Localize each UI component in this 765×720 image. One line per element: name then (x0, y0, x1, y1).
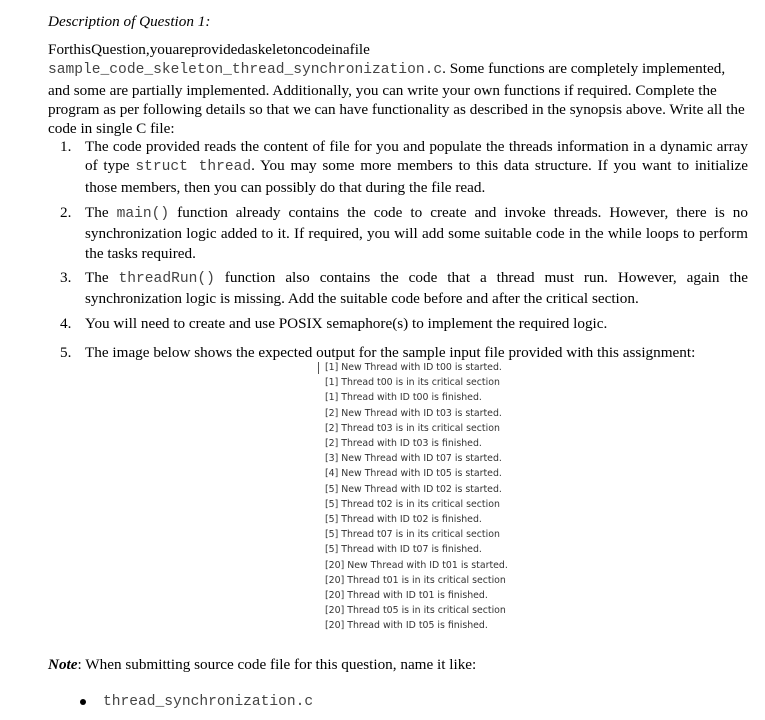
step-text: The image below shows the expected output for the sample input file provided with this assignment: (85, 344, 696, 361)
list-item (0, 203, 748, 260)
list-number: 4. (60, 315, 72, 332)
intro-word: file (349, 41, 370, 58)
output-line: [2] Thread t03 is in its critical section (325, 422, 500, 434)
note-text: : When submitting source code file for this question, name it like: (77, 656, 477, 673)
expected-output-image (318, 358, 510, 634)
intro-second-line (48, 59, 748, 80)
submission-bullet (80, 694, 313, 710)
intro-word: in (331, 41, 343, 58)
text-cursor (318, 362, 319, 374)
intro-word: a (245, 41, 252, 58)
intro-word: For (48, 41, 70, 58)
output-line: [3] New Thread with ID t07 is started. (325, 453, 502, 465)
intro-word: provided (191, 41, 246, 58)
output-line: [20] Thread with ID t05 is finished. (325, 620, 488, 632)
output-line: [2] Thread with ID t03 is finished. (325, 438, 482, 449)
intro-line-5: code in single C file: (48, 120, 175, 138)
output-line: [20] Thread t05 is in its critical section (325, 605, 506, 617)
output-line: [20] New Thread with ID t01 is started. (325, 559, 508, 571)
output-line: [4] New Thread with ID t05 is started. (325, 468, 502, 480)
intro-word: Question, (91, 41, 150, 58)
list-item (0, 314, 748, 334)
step-text: The (85, 204, 117, 221)
intro-word: are (172, 41, 192, 58)
code-struct-thread: struct thread (135, 159, 252, 176)
output-line: [5] Thread t07 is in its critical section (325, 529, 500, 541)
output-line: [20] Thread t01 is in its critical section (325, 574, 506, 586)
submission-filename: thread_synchronization.c (103, 694, 314, 710)
instruction-list (0, 137, 765, 363)
code-threadrun: threadRun() (118, 271, 215, 287)
list-item (0, 268, 748, 306)
code-main: main() (116, 206, 170, 222)
step-text: function already contains the code to create and invoke threads. However, there is no synchronization logic added to it. If required, you will add some suitable code in the while loops to perform the tasks required. (85, 204, 748, 262)
step-text: function also contains the code that a thread must run. However, again the synchronization logic is missing. Add the suitable code before and after the critical section. (85, 269, 748, 308)
intro-paragraph (48, 40, 748, 138)
output-line: [5] New Thread with ID t02 is started. (325, 483, 502, 495)
list-number: 2. (60, 204, 72, 221)
step-text: The (85, 269, 119, 286)
intro-word: skeleton (251, 41, 303, 58)
output-line: [5] Thread t02 is in its critical section (325, 498, 500, 510)
output-line: [5] Thread with ID t02 is finished. (325, 514, 482, 525)
output-line: [1] Thread with ID t00 is finished. (325, 392, 482, 404)
output-line: [5] Thread with ID t07 is finished. (325, 544, 482, 556)
intro-word: you (149, 41, 173, 58)
output-line: [1] New Thread with ID t00 is started. (325, 362, 502, 373)
bullet-icon (80, 699, 86, 705)
intro-after-filename: . Some functions are completely implemented, (442, 60, 726, 78)
note (48, 656, 476, 674)
step-text: The code provided reads the content of file for you and populate the threads information in a dynamic array of type (85, 138, 748, 175)
output-line: [1] Thread t00 is in its critical section (325, 377, 500, 389)
list-number: 1. (60, 138, 72, 155)
step-text: You will need to create and use POSIX semaphore(s) to implement the required logic. (85, 315, 608, 332)
list-item (0, 137, 748, 194)
intro-word: a (342, 41, 350, 58)
intro-line-3: and some are partially implemented. Additionally, you can write your own functions if required. Complete the (48, 81, 717, 99)
step-text: . You may some more members to this data structure. If you want to initialize those members, then you can possibly do that during the file read. (85, 157, 748, 196)
note-label: Note (48, 656, 78, 673)
intro-first-line (48, 40, 748, 59)
question-heading: Description of Question 1: (48, 13, 211, 30)
output-line: [2] New Thread with ID t03 is started. (325, 407, 502, 419)
intro-word: code (302, 41, 332, 58)
output-line: [20] Thread with ID t01 is finished. (325, 590, 488, 601)
list-number: 3. (60, 269, 72, 286)
intro-line-4: program as per following details so that we can have functionality as described in the synopsis above. Write all the (48, 100, 745, 118)
list-number: 5. (60, 344, 72, 361)
skeleton-filename: sample_code_skeleton_thread_synchronization.c (48, 62, 443, 79)
intro-word: this (69, 41, 92, 58)
